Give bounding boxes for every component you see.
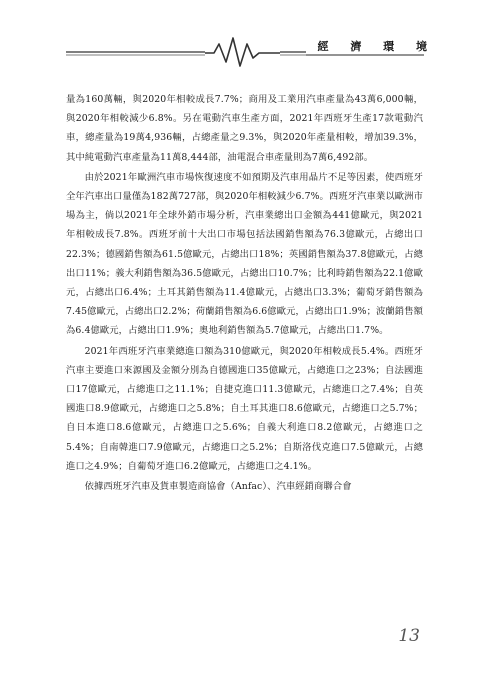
heartbeat-rule-icon [0, 0, 480, 70]
paragraph-exports: 由於2021年歐洲汽車市場恢復速度不如預期及汽車用晶片不足等因素，使西班牙全年汽車出口量僅為182萬727部，與2020年相較減少6.7%。西班牙汽車業以歐洲市場為主，倘以2021年全球外銷市場分析，汽車業總出口金額為441億歐元，與2021年相較成長7.8%。西班牙前十大出口市場包括法國銷售額為76.3億歐元，占總出口22.3%；德國銷售額為61.5億歐元，占總出口18%；英國銷售額為37.8億歐元，占總出口11%；義大利銷售額為36.5億歐元，占總出口10.7%；比利時銷售額為22.1億歐元，占總出口6.4%；土耳其銷售額為11.4億歐元，占總出口3.3%；葡萄牙銷售額為7.45億歐元，占總出口2.2%；荷蘭銷售額為6.6億歐元，占總出口1.9%；波蘭銷售額為6.4億歐元，占總出口1.9%；奧地利銷售額為5.7億歐元，占總出口1.7%。 [66, 171, 423, 337]
paragraph-imports: 2021年西班牙汽車業總進口額為310億歐元，與2020年相較成長5.4%。西班牙汽車主要進口來源國及金額分別為自德國進口35億歐元，占總進口之23%；自法國進口17億歐元，占總進口之11.1%；自捷克進口11.3億歐元，占總進口之7.4%；自英國進口8.9億歐元，占總進口之5.8%；自土耳其進口8.6億歐元，占總進口之5.7%；自日本進口8.6億歐元，占總進口之5.6%；自義大利進口8.2億歐元，占總進口之5.4%；自南韓進口7.9億歐元，占總進口之5.2%；自斯洛伐克進口7.5億歐元，占總進口之4.9%；自葡萄牙進口6.2億歐元，占總進口之4.1%。 [66, 345, 423, 472]
body-text [66, 90, 423, 497]
paragraph-associations: 依據西班牙汽車及貨車製造商協會（Anfac）、汽車經銷商聯合會 [84, 481, 352, 493]
page-number: 13 [398, 626, 420, 646]
section-title: 經 濟 環 境 [317, 40, 436, 53]
paragraph-production: 量為160萬輛，與2020年相較成長7.7%；商用及工業用汽車產量為43萬6,000輛，與2020年相較減少6.8%。另在電動汽車生產方面，2021年西班牙生產17款電動汽車，總產量為19萬4,936輛，占總產量之9.3%，與2020年產量相較，增加39.3%，其中純電動汽車產量為11萬8,444部，油電混合車產量則為7萬6,492部。 [66, 94, 423, 163]
page-header [0, 0, 480, 70]
